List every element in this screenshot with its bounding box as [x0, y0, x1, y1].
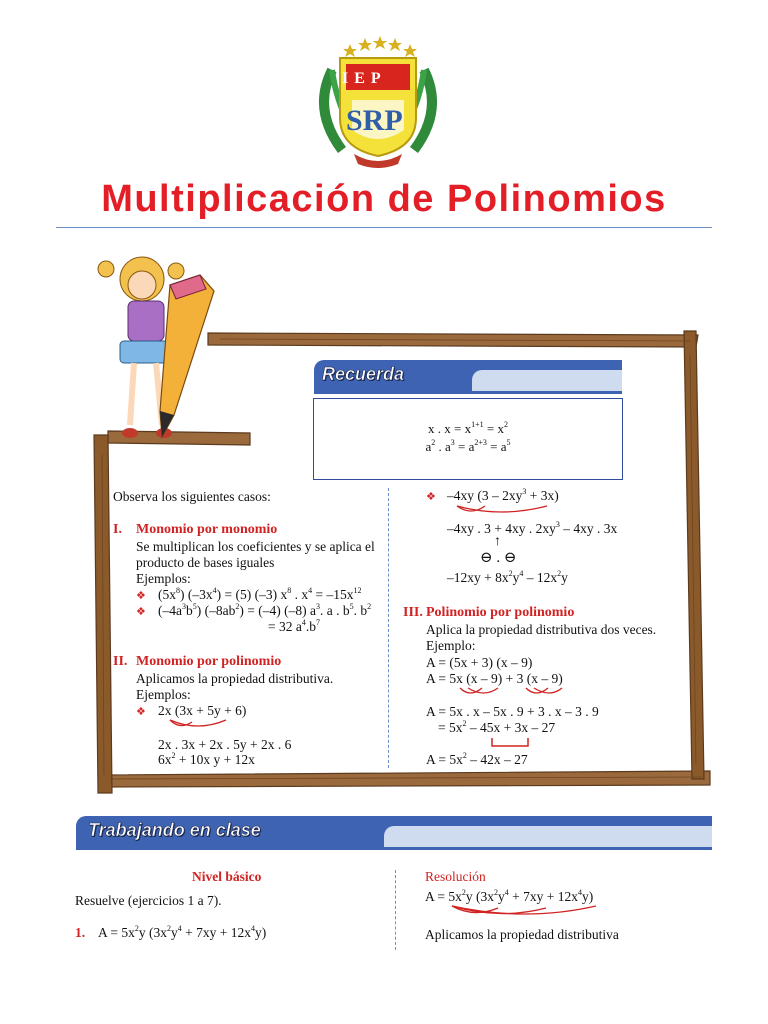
section-3-text: Aplica la propiedad distributiva dos veces. [426, 622, 657, 637]
recuerda-formula-1: x . $x = x^{1+1} = x^2$ [428, 420, 508, 436]
bullet-icon: ❖ [136, 706, 146, 718]
recuerda-banner [314, 360, 622, 394]
section-1-text-2: producto de bases iguales [136, 555, 275, 570]
section-1-example-2: $(-4a^3b^5) (-8ab^2) = (-4)$ (–8) $a^3$. a . $b^5$. $b^2$ [158, 602, 372, 618]
banner-light [384, 826, 712, 847]
nivel-basico-heading: Nivel básico [192, 869, 262, 884]
section-3-example-label: Ejemplo: [426, 638, 476, 653]
section-3-result: $A = 5x^2 - 42x - 27$ [426, 751, 528, 767]
trabajando-label: Trabajando en clase [88, 820, 261, 840]
column-divider [395, 870, 396, 950]
distribution-arcs-icon [455, 502, 565, 518]
banner-light [472, 370, 622, 391]
section-3-line-4: = $5x^2 - 45x + 3x - 27$ [438, 719, 556, 735]
exercise-1: $A = 5x^2y$ $(3x^2y^4 + 7xy + 12x^4y)$ [98, 924, 267, 940]
section-3-line-2: A = 5x (x – 9) + 3 (x – 9) [426, 671, 563, 686]
section-3-title: Polinomio por polinomio [426, 605, 575, 620]
recuerda-box [313, 398, 623, 480]
section-1-number: I. [113, 522, 122, 537]
arrow-up-icon: ↑ [494, 534, 501, 549]
recuerda-label: Recuerda [322, 364, 405, 384]
section-2-number: II. [113, 654, 128, 669]
bullet-icon: ❖ [136, 590, 146, 602]
title-underline [56, 227, 712, 228]
logo-text-srp: SRP [346, 104, 403, 137]
sign-rule: ⊖ . ⊖ [480, 550, 517, 566]
example-3-step: –4xy . 3 + 4xy . $2xy^3 - 4xy$ . 3x [447, 520, 618, 536]
group-bracket-icon [488, 736, 538, 750]
section-2-example-1-result: $6x^2 + 10x$ y + 12x [158, 751, 255, 767]
school-logo [302, 30, 454, 172]
recuerda-formula-2: $a^2$ . $a^3 = a^{2+3} = a^5$ [425, 438, 511, 454]
section-2-examples-label: Ejemplos: [136, 687, 191, 702]
section-2-example-1: 2x (3x + 5y + 6) [158, 703, 247, 718]
section-1-text-1: Se multiplican los coeficientes y se aplica el [136, 539, 375, 554]
section-3-line-1: A = (5x + 3) (x – 9) [426, 655, 533, 670]
section-2-text: Aplicamos la propiedad distributiva. [136, 671, 334, 686]
section-1-title: Monomio por monomio [136, 522, 278, 537]
resolucion-heading: Resolución [425, 869, 486, 884]
resolucion-line-1: $A = 5x^2y$ $(3x^2y^4 + 7xy + 12x^4y)$ [425, 888, 594, 904]
exercise-number: 1. [75, 925, 86, 940]
column-divider [388, 488, 389, 768]
trabajando-banner [76, 816, 712, 850]
resuelve-text: Resuelve (ejercicios 1 a 7). [75, 893, 222, 908]
logo-text-iep: IEP [342, 70, 387, 87]
distribution-arcs-icon [168, 716, 248, 732]
bullet-icon: ❖ [426, 491, 436, 503]
section-2-title: Monomio por polinomio [136, 654, 282, 669]
distribution-arcs-icon [458, 684, 578, 700]
page-title: Multiplicación de Polinomios [101, 178, 667, 220]
section-1-example-2-result: = 32 $a^4.b^7$ [268, 618, 320, 634]
distribution-arcs-icon [450, 902, 610, 920]
section-2-example-1-step: 2x . 3x + 2x . 5y + 2x . 6 [158, 737, 292, 752]
section-1-examples-label: Ejemplos: [136, 571, 191, 586]
example-3-result: $-12xy + 8x^2y^4 - 12x^2y$ [447, 569, 568, 585]
resolucion-line-2: Aplicamos la propiedad distributiva [425, 927, 619, 942]
section-3-number: III. [403, 605, 423, 620]
section-3-line-3: A = 5x . x – 5x . 9 + 3 . x – 3 . 9 [426, 704, 599, 719]
girl-with-pencil-icon [98, 257, 214, 438]
bullet-icon: ❖ [136, 606, 146, 618]
intro-text: Observa los siguientes casos: [113, 489, 271, 504]
section-1-example-1: $(5x^8) (-3x^4) = (5)$ (–3) $x^8$ . $x^4 = -15x^{12}$ [158, 586, 362, 602]
laurel-emblem-icon [302, 30, 454, 172]
example-3: –4xy $(3 - 2xy^3 + 3x)$ [447, 487, 559, 503]
